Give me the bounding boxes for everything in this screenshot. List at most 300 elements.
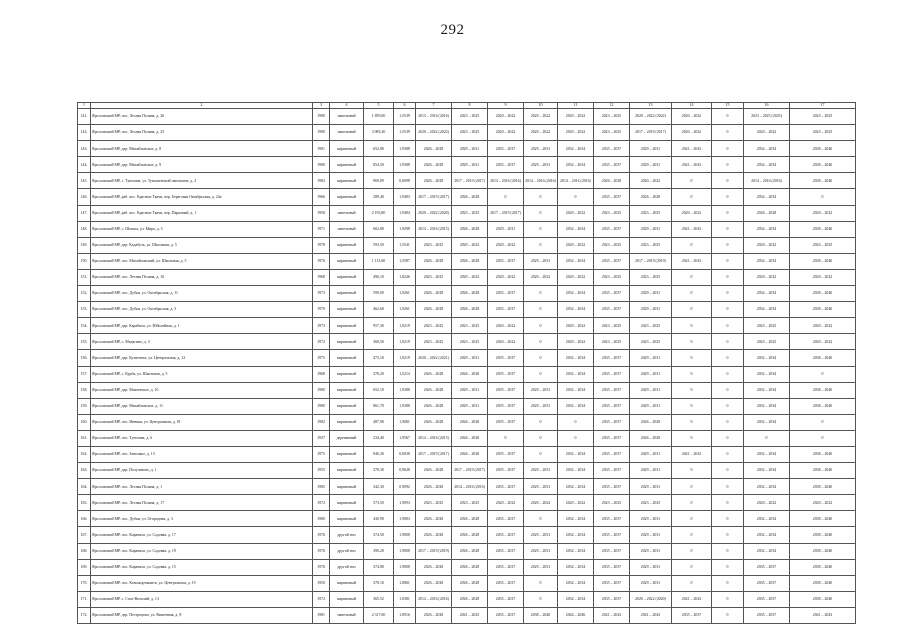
table-cell: кирпичный xyxy=(330,237,364,253)
table-cell: 2032 – 2034 xyxy=(558,463,594,479)
table-cell: 1,5541 xyxy=(394,237,416,253)
table-cell: 2 317,60 xyxy=(364,607,394,623)
table-cell: 2038 – 2040 xyxy=(790,286,856,302)
row-number-cell: 144. xyxy=(78,157,91,173)
table-cell: кирпичный xyxy=(330,189,364,205)
table-cell: 2032 – 2034 xyxy=(744,382,790,398)
table-cell: 2013 – 2016 (2016) xyxy=(416,109,452,125)
table-cell: 2038 – 2040 xyxy=(790,446,856,462)
table-cell: 2032 – 2034 xyxy=(744,446,790,462)
table-cell: 1,5214 xyxy=(394,366,416,382)
table-cell: 2035 – 2037 xyxy=(594,591,630,607)
table-cell: 2023 – 2025 xyxy=(452,318,488,334)
table-cell: 2023 – 2025 xyxy=(630,495,672,511)
table-cell: 2035 – 2037 xyxy=(488,559,524,575)
table-cell: 0 xyxy=(712,109,744,125)
table-cell: 2032 – 2034 xyxy=(558,543,594,559)
table-cell: 1968 xyxy=(313,366,330,382)
table-cell: 2038 – 2040 xyxy=(790,253,856,269)
table-cell: 2038 – 2040 xyxy=(790,398,856,414)
table-cell: 0 xyxy=(524,430,558,446)
table-cell: 0 xyxy=(712,286,744,302)
table-cell: 0 xyxy=(712,495,744,511)
table-cell: 2032 – 2034 xyxy=(558,382,594,398)
address-cell: Ярославский МР, дер. Кадабуль, ул. Школьная, д. 5 xyxy=(91,237,313,253)
table-cell: 390,20 xyxy=(364,543,394,559)
address-cell: Ярославский МР, с. Туношна, ул. Туношенский пансионат, д. 2 xyxy=(91,173,313,189)
table-cell: 2035 – 2037 xyxy=(744,575,790,591)
table-cell: 2023 – 2025 xyxy=(594,334,630,350)
table-cell: 1,9261 xyxy=(394,302,416,318)
table-cell: 2026 – 2028 xyxy=(416,479,452,495)
table-cell: 0 xyxy=(524,237,558,253)
table-cell: 2026 – 2028 xyxy=(416,141,452,157)
table-cell: 2032 – 2034 xyxy=(558,286,594,302)
table-cell: 1976 xyxy=(313,559,330,575)
row-number-cell: 163. xyxy=(78,463,91,479)
table-cell: 3 083,30 xyxy=(364,125,394,141)
table-cell: 2035 – 2037 xyxy=(488,446,524,462)
row-number-cell: 142. xyxy=(78,125,91,141)
table-cell: 2038 – 2040 xyxy=(790,479,856,495)
table-cell: 0 xyxy=(488,189,524,205)
address-cell: Ярославский МР, с. Спас-Виталий, д. 13 xyxy=(91,591,313,607)
table-cell: 2023 – 2025 xyxy=(790,125,856,141)
table-cell: 2032 – 2034 xyxy=(558,141,594,157)
table-cell: 2020 – 2022 xyxy=(558,205,594,221)
row-number-cell: 151. xyxy=(78,269,91,285)
table-row xyxy=(78,495,856,511)
table-cell: кирпичный xyxy=(330,141,364,157)
table-cell: 1,8246 xyxy=(394,269,416,285)
table-cell: 2014 – 2016 (2016) xyxy=(558,173,594,189)
column-number: 15 xyxy=(712,103,744,109)
table-cell: 1,9484 xyxy=(394,205,416,221)
table-cell: панельный xyxy=(330,205,364,221)
table-cell: кирпичный xyxy=(330,398,364,414)
table-cell: 2035 – 2037 xyxy=(594,350,630,366)
table-cell: 342,30 xyxy=(364,479,394,495)
address-cell: Ярославский МР, дер. Кузнечиха, ул. Центральная, д. 12 xyxy=(91,350,313,366)
table-cell: 2029 – 2031 xyxy=(452,141,488,157)
table-cell: 2020 – 2022 (2020) xyxy=(416,205,452,221)
table-cell: 462,60 xyxy=(364,302,394,318)
table-cell: 0 xyxy=(672,495,712,511)
row-number-cell: 154. xyxy=(78,318,91,334)
table-cell: кирпичный xyxy=(330,269,364,285)
table-cell: 2020 – 2022 xyxy=(452,269,488,285)
table-cell: 2020 – 2022 xyxy=(488,269,524,285)
table-cell: 2020 – 2022 xyxy=(524,125,558,141)
table-cell: 2026 – 2028 xyxy=(452,221,488,237)
table-cell: кирпичный xyxy=(330,286,364,302)
row-number-cell: 171. xyxy=(78,591,91,607)
table-cell: 2041 – 2043 xyxy=(672,446,712,462)
row-number-cell: 155. xyxy=(78,334,91,350)
table-cell: 1,9298 xyxy=(394,221,416,237)
table-cell: 2026 – 2028 xyxy=(452,366,488,382)
table-cell: 2023 – 2025 xyxy=(452,205,488,221)
table-cell: 2023 – 2025 xyxy=(452,109,488,125)
table-cell: 2014 – 2016 (2016) xyxy=(488,173,524,189)
table-cell: 2023 – 2025 xyxy=(790,109,856,125)
table-cell: 2020 – 2022 (2021) xyxy=(416,350,452,366)
row-number-cell: 169. xyxy=(78,559,91,575)
table-cell: 0 xyxy=(524,414,558,430)
table-cell: 2035 – 2037 xyxy=(488,607,524,623)
table-cell: 652,10 xyxy=(364,382,394,398)
address-cell: Ярославский МР, пос. Дубки, ул. Огородная, д. 3 xyxy=(91,511,313,527)
table-cell: 1976 xyxy=(313,543,330,559)
table-cell: 2029 – 2031 xyxy=(630,543,672,559)
table-cell: 2029 – 2031 xyxy=(630,446,672,462)
table-cell: 0 xyxy=(524,334,558,350)
table-cell: 2035 – 2037 xyxy=(594,141,630,157)
table-cell: 2026 – 2028 xyxy=(630,414,672,430)
table-cell: 2023 – 2025 xyxy=(416,334,452,350)
table-cell: кирпичный xyxy=(330,366,364,382)
table-cell: 2026 – 2028 xyxy=(452,511,488,527)
table-cell: 0 xyxy=(712,125,744,141)
table-cell: 2032 – 2034 xyxy=(744,221,790,237)
address-cell: Ярославский МР, пос. Козьмодемьянск, ул. Центральная, д. 19 xyxy=(91,575,313,591)
table-cell: 2035 – 2037 xyxy=(488,527,524,543)
table-row xyxy=(78,189,856,205)
column-number: 6 xyxy=(394,103,416,109)
table-cell: 2020 – 2022 xyxy=(790,269,856,285)
table-cell: 2035 – 2037 xyxy=(594,382,630,398)
table-cell: 2029 – 2031 xyxy=(630,575,672,591)
table-cell: 0 xyxy=(712,189,744,205)
table-cell: 2026 – 2028 xyxy=(452,559,488,575)
table-cell: 2032 – 2034 xyxy=(558,559,594,575)
table-cell: 2041 – 2043 xyxy=(630,607,672,623)
table-cell: 1980 xyxy=(313,109,330,125)
table-cell: 2026 – 2028 xyxy=(452,591,488,607)
table-cell: 2017 – 2019 (2017) xyxy=(452,463,488,479)
table-cell: 2029 – 2031 xyxy=(630,350,672,366)
table-cell: 2029 – 2031 xyxy=(630,382,672,398)
table-row xyxy=(78,286,856,302)
table-cell: кирпичный xyxy=(330,318,364,334)
table-cell: 2020 – 2022 xyxy=(558,318,594,334)
table-cell: 2029 – 2031 xyxy=(630,221,672,237)
table-cell: 2017 – 2019 (2017) xyxy=(630,125,672,141)
table-cell: 0 xyxy=(712,511,744,527)
table-cell: 2035 – 2037 xyxy=(594,511,630,527)
table-cell: 1981 xyxy=(313,607,330,623)
table-cell: 2023 – 2025 xyxy=(452,495,488,511)
table-cell: 2023 – 2025 xyxy=(790,237,856,253)
table-cell: 2035 – 2037 xyxy=(488,414,524,430)
table-cell: 1,9008 xyxy=(394,527,416,543)
row-number-cell: 165. xyxy=(78,495,91,511)
table-cell: 2026 – 2028 xyxy=(416,607,452,623)
table-cell: 2029 – 2031 xyxy=(630,511,672,527)
table-cell: 2023 – 2025 xyxy=(452,334,488,350)
table-cell: 2032 – 2034 xyxy=(558,157,594,173)
table-cell: 0 xyxy=(672,173,712,189)
table-cell: другой тип xyxy=(330,559,364,575)
address-cell: Ярославский МР, пос. Лесная Поляна, д. 17 xyxy=(91,495,313,511)
table-cell: 2017 – 2019 (2017) xyxy=(416,189,452,205)
table-cell: 2023 – 2025 xyxy=(594,125,630,141)
table-cell: 2029 – 2031 xyxy=(630,479,672,495)
table-cell: 1,9219 xyxy=(394,334,416,350)
table-cell: 2032 – 2034 xyxy=(558,253,594,269)
table-cell: 1,9388 xyxy=(394,398,416,414)
table-cell: 2029 – 2031 xyxy=(524,559,558,575)
table-cell: 1,5587 xyxy=(394,253,416,269)
table-cell: 2023 – 2025 xyxy=(630,205,672,221)
address-cell: Ярославский МР, пос. Карачиха, ул. Садовая, д. 17 xyxy=(91,527,313,543)
table-cell: 2032 – 2034 xyxy=(558,511,594,527)
table-row xyxy=(78,527,856,543)
table-cell: 2026 – 2028 xyxy=(416,463,452,479)
table-cell: 2029 – 2031 xyxy=(524,479,558,495)
table-cell: 2035 – 2037 xyxy=(488,302,524,318)
table-cell: 2020 – 2022 xyxy=(630,173,672,189)
address-cell: Ярославский МР, пос. Лесная Поляна, д. 16 xyxy=(91,269,313,285)
table-cell: 0 xyxy=(712,221,744,237)
table-cell: 2041 – 2043 xyxy=(672,157,712,173)
column-number: 12 xyxy=(594,103,630,109)
table-cell: 0 xyxy=(712,173,744,189)
table-cell: 378,10 xyxy=(364,575,394,591)
table-cell: 2026 – 2028 xyxy=(416,302,452,318)
table-cell: 0 xyxy=(790,430,856,446)
table-row xyxy=(78,125,856,141)
table-cell: 2020 – 2022 xyxy=(558,334,594,350)
table-cell: 2035 – 2037 xyxy=(594,414,630,430)
table-row xyxy=(78,221,856,237)
table-cell: 1980 xyxy=(313,398,330,414)
table-cell: 1,8861 xyxy=(394,575,416,591)
table-cell: 2026 – 2028 xyxy=(452,253,488,269)
table-cell: 2032 – 2034 xyxy=(558,302,594,318)
table-cell: 374,50 xyxy=(364,527,394,543)
table-cell: 2026 – 2028 xyxy=(416,414,452,430)
table-cell: 2020 – 2022 (2022) xyxy=(416,125,452,141)
row-number-cell: 170. xyxy=(78,575,91,591)
table-cell: 473,10 xyxy=(364,350,394,366)
housing-repair-schedule-table xyxy=(77,102,856,624)
table-cell: 2023 – 2025 xyxy=(594,269,630,285)
table-cell: 2020 – 2022 xyxy=(790,205,856,221)
row-number-cell: 145. xyxy=(78,173,91,189)
table-cell: 1970 xyxy=(313,302,330,318)
address-cell: Ярославский МР, дер. Михайловское, д. 11 xyxy=(91,398,313,414)
table-cell: 2038 – 2040 xyxy=(790,302,856,318)
table-cell: 2020 – 2022 xyxy=(558,269,594,285)
column-number: 11 xyxy=(558,103,594,109)
table-cell: 2026 – 2028 xyxy=(452,527,488,543)
table-row xyxy=(78,398,856,414)
table-cell: 0 xyxy=(672,463,712,479)
table-cell: 2026 – 2028 xyxy=(452,446,488,462)
address-cell: Ярославский МР, пос. Дубки, ул. Октябрьская, д. 11 xyxy=(91,286,313,302)
table-cell: 2026 – 2028 xyxy=(630,189,672,205)
table-row xyxy=(78,237,856,253)
table-cell: 2023 – 2025 (2025) xyxy=(744,109,790,125)
table-cell: 2014 – 2016 (2016) xyxy=(524,173,558,189)
table-cell: 2026 – 2028 xyxy=(416,286,452,302)
table-cell: 2014 – 2016 (2016) xyxy=(452,479,488,495)
table-cell: 2026 – 2028 xyxy=(416,173,452,189)
table-cell: 0 xyxy=(790,189,856,205)
address-cell: Ярославский МР, пос. Ивняки, ул. Центральная, д. 81 xyxy=(91,414,313,430)
table-cell: 2032 – 2034 xyxy=(744,302,790,318)
table-cell: 2035 – 2037 xyxy=(488,591,524,607)
table-cell: 1,8381 xyxy=(394,591,416,607)
table-row xyxy=(78,350,856,366)
table-cell: 2014 – 2016 (2015) xyxy=(416,430,452,446)
table-cell: 1980 xyxy=(313,125,330,141)
table-row xyxy=(78,463,856,479)
table-cell: 0 xyxy=(672,318,712,334)
address-cell: Ярославский МР, дер. Михайловское, д. 8 xyxy=(91,141,313,157)
row-number-cell: 166. xyxy=(78,511,91,527)
table-cell: 2038 – 2040 xyxy=(790,559,856,575)
table-cell: 1972 xyxy=(313,495,330,511)
column-number: 2 xyxy=(91,103,313,109)
table-cell: 2032 – 2034 xyxy=(558,479,594,495)
table-cell: 0 xyxy=(672,189,712,205)
table-cell: 2032 – 2034 xyxy=(744,141,790,157)
table-cell: 2035 – 2037 xyxy=(488,286,524,302)
column-number: 7 xyxy=(416,103,452,109)
table-row xyxy=(78,543,856,559)
table-cell: 2020 – 2022 (2022) xyxy=(630,109,672,125)
column-number: 8 xyxy=(452,103,488,109)
table-cell: 0 xyxy=(790,414,856,430)
table-cell: 0,9628 xyxy=(394,463,416,479)
table-cell: 2041 – 2043 xyxy=(672,591,712,607)
table-cell: 0 xyxy=(712,205,744,221)
table-cell: 2041 – 2043 xyxy=(672,253,712,269)
table-cell: 0 xyxy=(672,334,712,350)
table-cell: 2032 – 2034 xyxy=(744,350,790,366)
table-cell: 0 xyxy=(672,366,712,382)
table-cell: 0 xyxy=(672,382,712,398)
table-cell: 2020 – 2022 xyxy=(558,125,594,141)
table-cell: 0 xyxy=(672,559,712,575)
table-cell: 2032 – 2034 xyxy=(744,463,790,479)
table-cell: 0 xyxy=(672,286,712,302)
address-cell: Ярославский МР, пос. Карачиха, ул. Садовая, д. 19 xyxy=(91,543,313,559)
table-cell: 2029 – 2031 xyxy=(630,302,672,318)
table-cell: 1,9567 xyxy=(394,430,416,446)
column-number: 13 xyxy=(630,103,672,109)
table-cell: 2023 – 2025 xyxy=(630,269,672,285)
table-cell: 2020 – 2022 xyxy=(452,237,488,253)
table-cell: 2032 – 2034 xyxy=(558,591,594,607)
table-cell: 2023 – 2025 xyxy=(630,334,672,350)
table-cell: 2023 – 2025 xyxy=(744,334,790,350)
table-cell: 487,90 xyxy=(364,414,394,430)
table-cell: 2038 – 2040 xyxy=(790,141,856,157)
table-cell: 0 xyxy=(672,302,712,318)
table-cell: 1937 xyxy=(313,430,330,446)
table-cell: 2029 – 2031 xyxy=(524,463,558,479)
column-number: 10 xyxy=(524,103,558,109)
table-cell: 2020 – 2022 xyxy=(790,318,856,334)
address-cell: Ярославский МР, пос. Заволжье, д. 13 xyxy=(91,446,313,462)
table-cell: 1985 xyxy=(313,479,330,495)
table-cell: 0 xyxy=(672,269,712,285)
table-cell: 2020 – 2022 xyxy=(488,318,524,334)
table-cell: 2041 – 2043 xyxy=(790,607,856,623)
table-cell: 2026 – 2028 xyxy=(416,527,452,543)
table-cell: 0 xyxy=(672,430,712,446)
table-cell: 2035 – 2037 xyxy=(594,479,630,495)
table-cell: 2020 – 2022 xyxy=(488,109,524,125)
table-cell: 2029 – 2031 xyxy=(452,398,488,414)
table-cell: 2026 – 2028 xyxy=(416,366,452,382)
table-cell: 2023 – 2025 xyxy=(594,205,630,221)
table-cell: 2035 – 2037 xyxy=(594,446,630,462)
table-cell: 2017 – 2019 (2017) xyxy=(416,446,452,462)
table-cell: 2029 – 2031 xyxy=(630,366,672,382)
table-cell: 2038 – 2040 xyxy=(524,607,558,623)
table-cell: 2026 – 2028 xyxy=(416,398,452,414)
table-cell: 0 xyxy=(712,398,744,414)
table-cell: 0 xyxy=(712,543,744,559)
table-cell: 2026 – 2028 xyxy=(416,382,452,398)
table-cell: кирпичный xyxy=(330,446,364,462)
table-cell: 2032 – 2034 xyxy=(558,350,594,366)
table-cell: 2014 – 2016 (2015) xyxy=(416,221,452,237)
table-cell: кирпичный xyxy=(330,302,364,318)
table-row xyxy=(78,269,856,285)
table-cell: кирпичный xyxy=(330,511,364,527)
table-cell: 2023 – 2025 xyxy=(594,318,630,334)
table-cell: 2032 – 2034 xyxy=(744,479,790,495)
table-cell: 2023 – 2025 xyxy=(416,237,452,253)
table-cell: 2020 – 2022 xyxy=(488,495,524,511)
table-cell: 2029 – 2031 xyxy=(524,253,558,269)
table-cell: 1968 xyxy=(313,269,330,285)
table-cell: 2035 – 2037 xyxy=(488,366,524,382)
row-number-cell: 153. xyxy=(78,302,91,318)
table-cell: 0 xyxy=(672,527,712,543)
table-cell: 2032 – 2034 xyxy=(744,414,790,430)
table-cell: 2041 – 2043 xyxy=(452,607,488,623)
table-cell: 2026 – 2028 xyxy=(416,575,452,591)
table-cell: 2035 – 2037 xyxy=(488,157,524,173)
table-cell: 1982 xyxy=(313,414,330,430)
table-cell: 430,90 xyxy=(364,511,394,527)
table-row xyxy=(78,511,856,527)
address-cell: Ярославский МР, дер. Михайловское, д. 9 xyxy=(91,157,313,173)
table-cell: 2038 – 2040 xyxy=(790,463,856,479)
table-cell: 496,10 xyxy=(364,269,394,285)
table-cell: 0 xyxy=(712,559,744,575)
table-cell: 2038 – 2040 xyxy=(790,575,856,591)
table-cell: 2038 – 2040 xyxy=(790,382,856,398)
table-cell: 1,9219 xyxy=(394,318,416,334)
address-cell: Ярославский МР, с. Курба, ул. Школьная, д. 5 xyxy=(91,366,313,382)
table-cell: 0 xyxy=(712,607,744,623)
table-row xyxy=(78,366,856,382)
address-cell: Ярославский МР, дер. Мокеевское, д. 10 xyxy=(91,382,313,398)
table-cell: 0 xyxy=(524,350,558,366)
table-cell: 2020 – 2022 xyxy=(524,109,558,125)
table-cell: 2032 – 2034 xyxy=(744,157,790,173)
table-cell: 2032 – 2034 xyxy=(744,189,790,205)
row-number-cell: 147. xyxy=(78,205,91,221)
table-cell: кирпичный xyxy=(330,479,364,495)
